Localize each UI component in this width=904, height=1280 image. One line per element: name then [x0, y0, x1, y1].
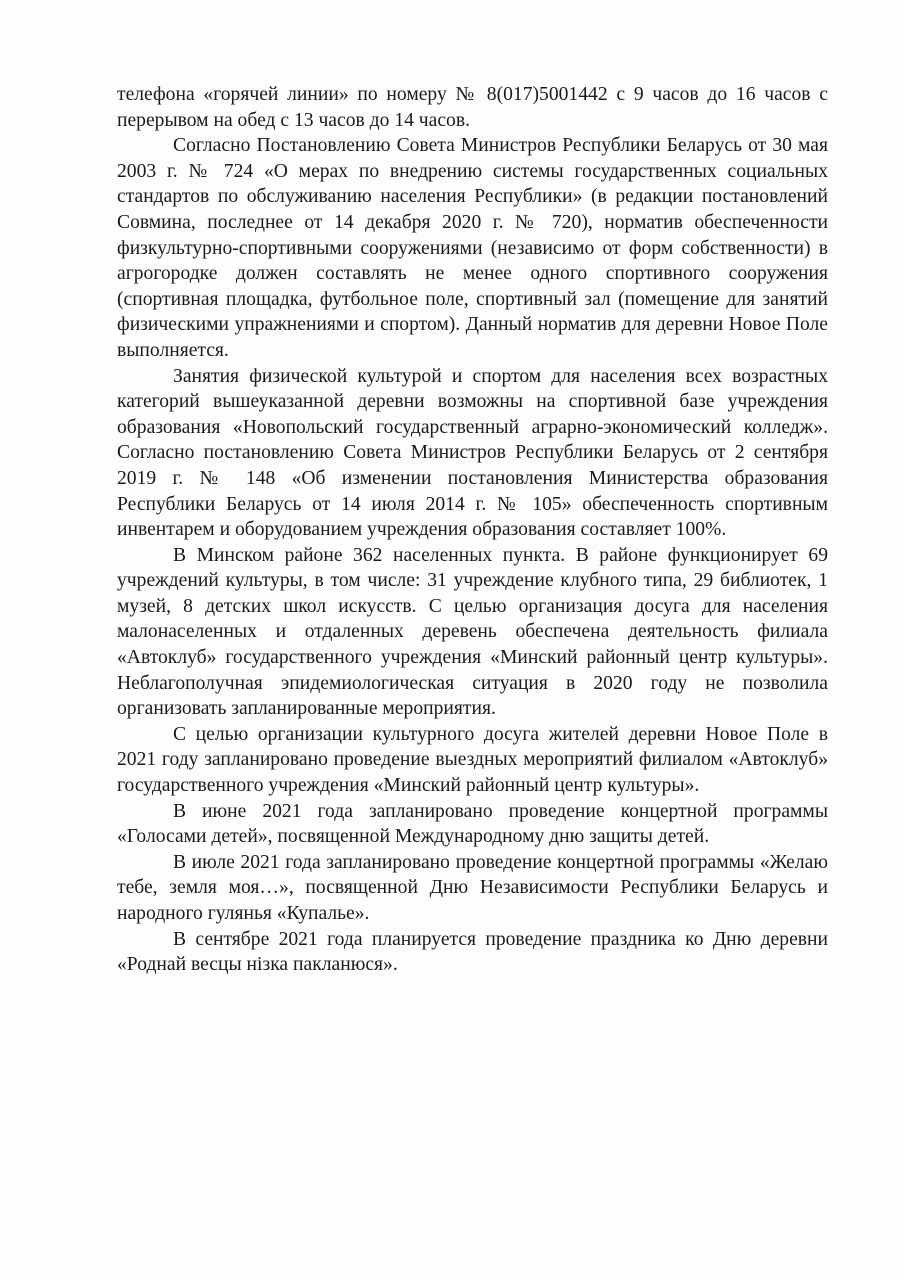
paragraph-sports-facilities-norm: Согласно Постановлению Совета Министров Республики Беларусь от 30 мая 2003 г. № 724 «О мерах по внедрению системы государственных социальных стандартов по обслуживанию населения Республики» (в редакции постановлений Совмина, последнее от 14 декабря 2020 г. № 720), норматив обеспеченности физкультурно-спортивными сооружениями (независимо от форм собственности) в агрогородке должен составлять не менее одного спортивного сооружения (спортивная площадка, футбольное поле, спортивный зал (помещение для занятий физическими упражнениями и спортом). Данный норматив для деревни Новое Поле выполняется.: [117, 135, 828, 361]
paragraph-june-concert: В июне 2021 года запланировано проведение концертной программы «Голосами детей», посвященной Международному дню защиты детей.: [117, 800, 828, 848]
paragraph-culture-institutions: В Минском районе 362 населенных пункта. В районе функционирует 69 учреждений культуры, в том числе: 31 учреждение клубного типа, 29 библиотек, 1 музей, 8 детских школ искусств. С целью организация досуга для населения малонаселенных и отдаленных деревень обеспечена деятельность филиала «Автоклуб» государственного учреждения «Минский районный центр культуры». Неблагополучная эпидемиологическая ситуация в 2020 году не позволила организовать запланированные мероприятия.: [117, 544, 828, 720]
paragraph-sports-base-college: Занятия физической культурой и спортом для населения всех возрастных категорий вышеуказанной деревни возможны на спортивной базе учреждения образования «Новопольский государственный аграрно-экономический колледж». Согласно постановлению Совета Министров Республики Беларусь от 2 сентября 2019 г. № 148 «Об изменении постановления Министерства образования Республики Беларусь от 14 июля 2014 г. № 105» обеспеченность спортивным инвентарем и оборудованием учреждения образования составляет 100%.: [117, 365, 828, 541]
document-body: [117, 82, 828, 978]
paragraph-hotline-continuation: телефона «горячей линии» по номеру № 8(017)5001442 с 9 часов до 16 часов с перерывом на обед с 13 часов до 14 часов.: [117, 84, 828, 131]
paragraph-september-village-day: В сентябре 2021 года планируется проведение праздника ко Дню деревни «Роднай весцы нізка пакланюся».: [117, 928, 828, 976]
paragraph-july-concert: В июле 2021 года запланировано проведение концертной программы «Желаю тебе, земля моя…», посвященной Дню Независимости Республики Беларусь и народного гулянья «Купалье».: [117, 851, 828, 924]
paragraph-autoclub-events: С целью организации культурного досуга жителей деревни Новое Поле в 2021 году запланировано проведение выездных мероприятий филиалом «Автоклуб» государственного учреждения «Минский районный центр культуры».: [117, 723, 828, 797]
